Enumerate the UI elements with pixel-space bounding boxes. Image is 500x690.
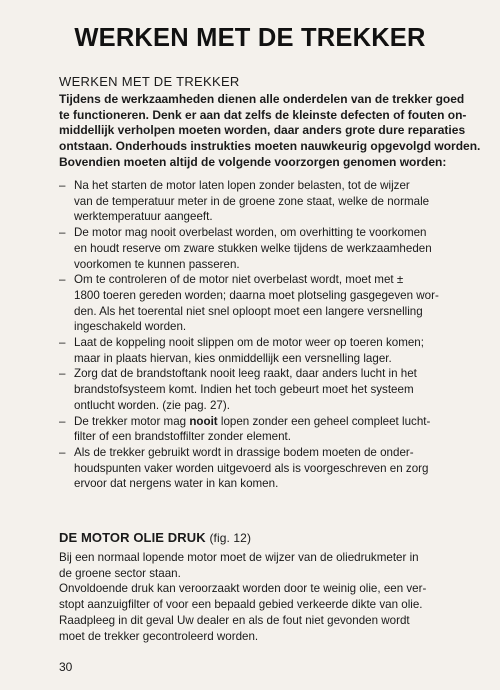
paragraph [59, 550, 469, 581]
list-item-line: ontlucht worden. (zie pag. 27). [74, 398, 230, 412]
oil-pressure-body [59, 550, 469, 644]
list-item [59, 414, 469, 445]
text-segment: lopen zonder een geheel compleet lucht- [217, 414, 431, 428]
section-heading-working: WERKEN MET DE TREKKER [59, 74, 240, 89]
list-item-line: den. Als het toerental niet snel oploopt moet een langere versnelling [74, 304, 423, 318]
intro-line: ontstaan. Onderhouds instrukties moeten nauwkeurig opgevolgd worden. [59, 139, 481, 154]
list-item [59, 178, 469, 225]
list-item-line [74, 414, 469, 430]
list-item-line: Om te controleren of de motor niet overbelast wordt, moet met ± [74, 273, 404, 287]
list-item-line: De motor mag nooit overbelast worden, om overhitting te voorkomen [74, 226, 427, 240]
intro-line: Bovendien moeten altijd de volgende voorzorgen genomen worden: [59, 154, 447, 169]
bullet-dash: – [59, 273, 66, 287]
intro-line: te functioneren. Denk er aan dat zelfs de kleinste defecten of fouten on- [59, 107, 467, 122]
paragraph-line: de groene sector staan. [59, 566, 181, 580]
paragraph-line: moet de trekker gecontroleerd worden. [59, 629, 259, 643]
list-item-line: en houdt reserve om zware stukken welke tijdens de werkzaamheden [74, 241, 432, 255]
bullet-dash: – [59, 367, 66, 381]
intro-line: Tijdens de werkzaamheden dienen alle onderdelen van de trekker goed [59, 92, 465, 106]
list-item-line: brandstofsysteem komt. Indien het toch gebeurt moet het systeem [74, 383, 414, 397]
text-segment: De trekker motor mag [74, 414, 190, 428]
page-number: 30 [59, 660, 73, 674]
emphasis-nooit: nooit [189, 414, 218, 428]
list-item [59, 335, 469, 366]
bullet-dash: – [59, 179, 66, 192]
bullet-dash: – [59, 226, 66, 240]
list-item-line: maar in plaats hiervan, kies onmiddellijk een versnelling lager. [74, 351, 392, 365]
figure-reference: (fig. 12) [209, 531, 252, 545]
list-item-line: Zorg dat de brandstoftank nooit leeg raakt, daar anders lucht in het [74, 367, 417, 381]
list-item-line: houdspunten vaker worden uitgevoerd als is voorgeschreven en zorg [74, 461, 429, 475]
list-item-line: 1800 toeren gereden worden; daarna moet plotseling gasgegeven wor- [74, 288, 439, 302]
list-item [59, 366, 469, 413]
list-item-line: filter of een brandstoffilter zonder element. [74, 430, 291, 444]
paragraph-line: Bij een normaal lopende motor moet de wijzer van de oliedrukmeter in [59, 551, 419, 564]
list-item [59, 272, 469, 335]
list-item [59, 225, 469, 272]
list-item [59, 445, 469, 492]
paragraph-line: stopt aanzuigfilter of voor een bepaald gebied verkeerde dikte van olie. [59, 598, 423, 612]
intro-line: middellijk verholpen moeten worden, daar anders grote dure reparaties [59, 123, 466, 138]
page-title: WERKEN MET DE TREKKER [74, 24, 426, 52]
section-heading-text: DE MOTOR OLIE DRUK [59, 530, 206, 545]
list-item-line: Na het starten de motor laten lopen zonder belasten, tot de wijzer [74, 179, 410, 192]
list-item-line: ervoor dat nergens water in kan komen. [74, 477, 279, 491]
paragraph-line: Onvoldoende druk kan veroorzaakt worden door te weinig olie, een ver- [59, 582, 427, 596]
list-item-line: Laat de koppeling nooit slippen om de motor weer op toeren komen; [74, 336, 424, 350]
precautions-list [59, 178, 469, 492]
intro-paragraph [59, 92, 481, 171]
list-item-line: ingeschakeld worden. [74, 320, 187, 334]
list-item-line: voorkomen te kunnen passeren. [74, 257, 240, 271]
list-item-line: van de temperatuur meter in de groene zone staat, welke de normale [74, 194, 430, 208]
bullet-dash: – [59, 445, 66, 459]
list-item-line: Als de trekker gebruikt wordt in drassige bodem moeten de onder- [74, 445, 414, 459]
list-item-line: werktemperatuur aangeeft. [74, 210, 213, 224]
bullet-dash: – [59, 336, 66, 350]
bullet-dash: – [59, 414, 66, 428]
paragraph-line: Raadpleeg in dit geval Uw dealer en als de fout niet gevonden wordt [59, 613, 410, 627]
paragraph [59, 581, 469, 644]
section-heading-oil-pressure [59, 530, 251, 545]
